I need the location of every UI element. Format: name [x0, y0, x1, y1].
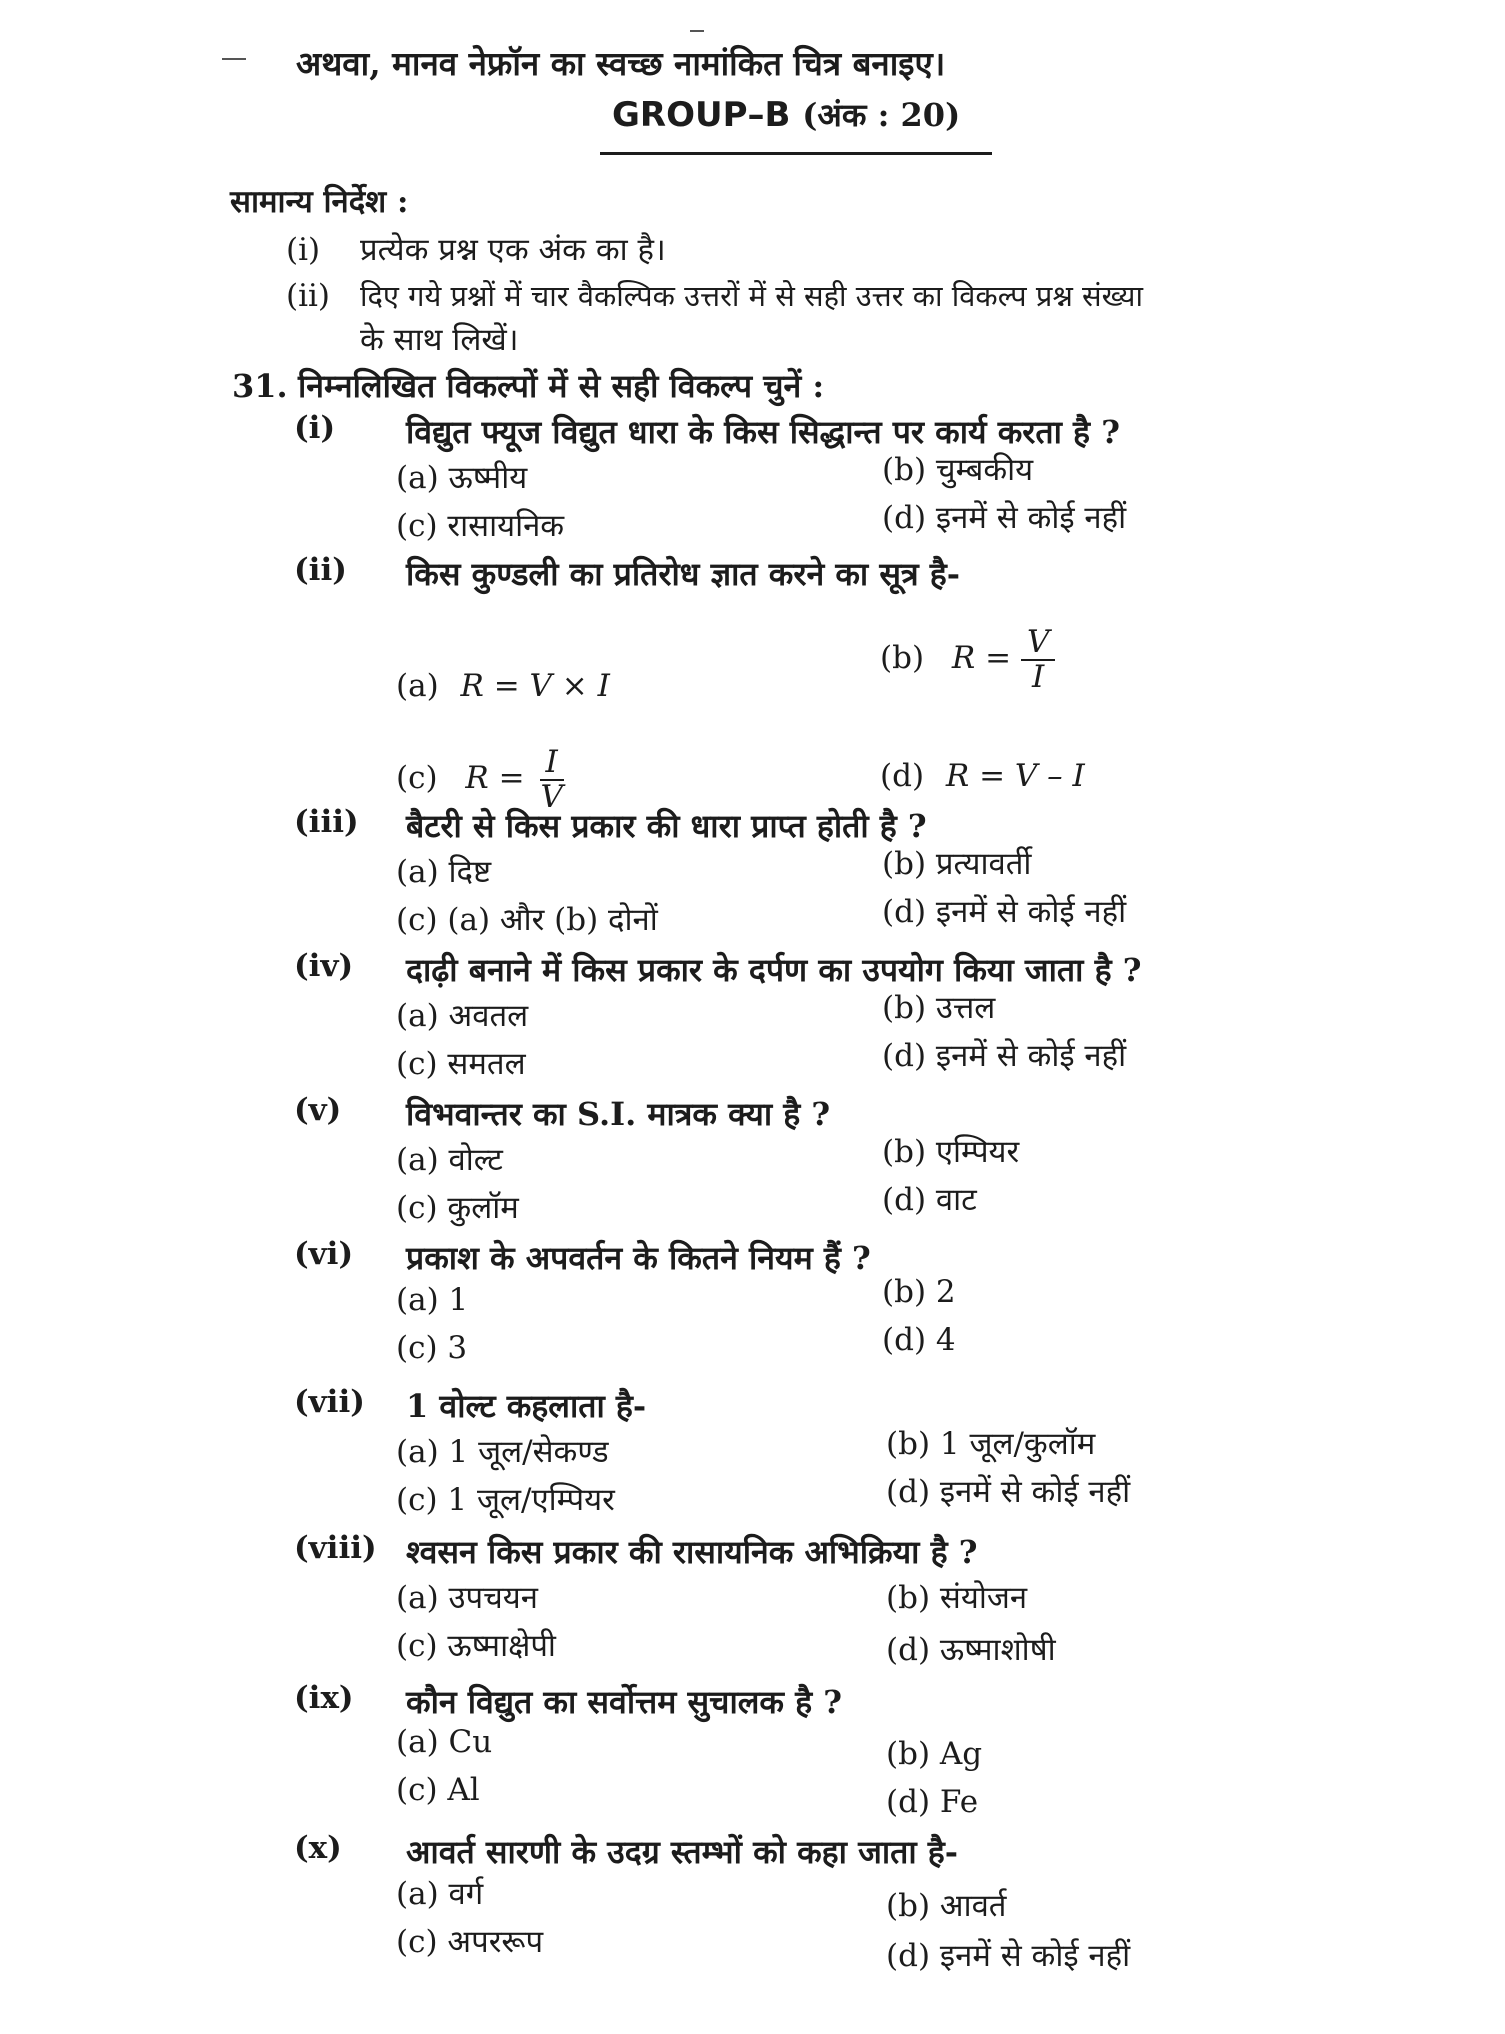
option-d: (d) ऊष्माशोषी	[886, 1632, 1056, 1668]
fraction	[1021, 626, 1055, 693]
option-c: (c) 1 जूल/एम्पियर	[396, 1482, 615, 1518]
options	[294, 846, 1294, 946]
option-b: (b) एम्पियर	[882, 1134, 1020, 1170]
sub-question-number: (iii)	[294, 804, 359, 840]
sub-question-text: 1 वोल्ट कहलाता है-	[406, 1387, 647, 1425]
sub-question-number: (vii)	[294, 1384, 365, 1420]
option-c: (c) ऊष्माक्षेपी	[396, 1628, 556, 1664]
option-c: (c) कुलॉम	[396, 1190, 519, 1226]
sub-question-iv	[294, 948, 1294, 1090]
scan-mark	[690, 30, 704, 32]
option-label: (b)	[880, 640, 925, 677]
sub-question-text: विद्युत फ्यूज विद्युत धारा के किस सिद्धान्त पर कार्य करता है ?	[406, 413, 1120, 451]
sub-question-i	[294, 410, 1294, 552]
option-a: (a) 1	[396, 1282, 469, 1318]
option-c: (c) 3	[396, 1330, 468, 1366]
option-b: (b) 2	[882, 1274, 956, 1310]
option-a	[396, 668, 610, 704]
sub-question-vi	[294, 1236, 1294, 1378]
sub-question-ii	[294, 552, 1294, 842]
group-title: GROUP–B	[612, 95, 791, 135]
group-underline	[600, 152, 992, 155]
options	[294, 452, 1294, 552]
option-d: (d) इनमें से कोई नहीं	[886, 1938, 1131, 1974]
formula-lhs: R =	[951, 640, 1012, 677]
group-marks: (अंक : 20)	[802, 96, 961, 134]
instruction-text: प्रत्येक प्रश्न एक अंक का है।	[360, 232, 666, 268]
instructions-heading: सामान्य निर्देश :	[230, 184, 409, 220]
sub-question-text: विभवान्तर का S.I. मात्रक क्या है ?	[406, 1095, 831, 1133]
options	[294, 1726, 1294, 1822]
option-b	[880, 626, 1055, 693]
option-a: (a) उपचयन	[396, 1580, 538, 1616]
option-a: (a) वोल्ट	[396, 1142, 503, 1178]
denominator: I	[1032, 658, 1045, 695]
option-b: (b) संयोजन	[886, 1580, 1028, 1616]
option-label: (c)	[396, 760, 438, 797]
sub-question-viii	[294, 1530, 1294, 1672]
sub-question-text: बैटरी से किस प्रकार की धारा प्राप्त होती है ?	[406, 807, 927, 845]
sub-question-vii	[294, 1384, 1294, 1526]
option-d: (d) 4	[882, 1322, 956, 1358]
formula: R = V – I	[945, 758, 1085, 794]
instruction-continuation: के साथ लिखें।	[360, 322, 519, 358]
option-d: (d) Fe	[886, 1784, 979, 1820]
sub-question-number: (ii)	[294, 552, 347, 588]
sub-question-text: श्वसन किस प्रकार की रासायनिक अभिक्रिया है ?	[406, 1533, 978, 1571]
group-heading	[612, 93, 960, 136]
option-d	[880, 758, 1085, 794]
sub-question-number: (ix)	[294, 1680, 354, 1716]
instruction-item	[286, 228, 666, 270]
option-c: (c) Al	[396, 1772, 480, 1808]
option-b: (b) चुम्बकीय	[882, 452, 1034, 488]
option-b: (b) आवर्त	[886, 1888, 1007, 1924]
sub-question-text: प्रकाश के अपवर्तन के कितने नियम हैं ?	[406, 1239, 871, 1277]
option-c: (c) (a) और (b) दोनों	[396, 902, 658, 938]
option-d: (d) इनमें से कोई नहीं	[882, 894, 1127, 930]
option-a: (a) दिष्ट	[396, 854, 492, 890]
instruction-number: (ii)	[286, 278, 331, 314]
option-d: (d) इनमें से कोई नहीं	[882, 500, 1127, 536]
formula: R = V × I	[460, 668, 610, 704]
option-c: (c) समतल	[396, 1046, 526, 1082]
options	[294, 1134, 1294, 1234]
sub-question-iii	[294, 804, 1294, 946]
instruction-text: दिए गये प्रश्नों में चार वैकल्पिक उत्तरों में से सही उत्तर का विकल्प प्रश्न संख्या	[360, 279, 1143, 313]
sub-question-number: (v)	[294, 1092, 342, 1128]
sub-question-number: (vi)	[294, 1236, 354, 1272]
option-b: (b) उत्तल	[882, 990, 996, 1026]
question-number: 31.	[232, 367, 288, 405]
option-b: (b) 1 जूल/कुलॉम	[886, 1426, 1096, 1462]
numerator: I	[540, 746, 564, 781]
option-c: (c) रासायनिक	[396, 508, 565, 544]
option-d: (d) इनमें से कोई नहीं	[886, 1474, 1131, 1510]
instruction-number: (i)	[286, 232, 321, 268]
option-label: (d)	[880, 758, 925, 794]
intro-line: अथवा, मानव नेफ्रॉन का स्वच्छ नामांकित चित्र बनाइए।	[296, 44, 946, 83]
sub-question-ix	[294, 1680, 1294, 1822]
denominator: V	[540, 778, 563, 815]
options	[294, 990, 1294, 1090]
option-a: (a) ऊष्मीय	[396, 460, 528, 496]
numerator: V	[1021, 626, 1055, 661]
option-c: (c) अपररूप	[396, 1924, 544, 1960]
option-d: (d) वाट	[882, 1182, 977, 1218]
option-a: (a) Cu	[396, 1724, 493, 1760]
options	[294, 1876, 1294, 1972]
sub-question-number: (iv)	[294, 948, 354, 984]
options	[294, 1426, 1294, 1526]
option-b: (b) Ag	[886, 1736, 983, 1772]
instruction-item	[286, 276, 1143, 315]
option-a: (a) वर्ग	[396, 1876, 484, 1912]
scan-mark	[222, 58, 246, 60]
question-text: निम्नलिखित विकल्पों में से सही विकल्प चुनें :	[298, 367, 825, 405]
formula-lhs: R =	[465, 760, 525, 797]
sub-question-text: कौन विद्युत का सर्वोत्तम सुचालक है ?	[406, 1683, 843, 1721]
sub-question-v	[294, 1092, 1294, 1234]
sub-question-x	[294, 1830, 1294, 1972]
sub-question-number: (i)	[294, 410, 336, 446]
option-b: (b) प्रत्यावर्ती	[882, 846, 1032, 882]
sub-question-text: आवर्त सारणी के उदग्र स्तम्भों को कहा जाता है-	[406, 1833, 959, 1871]
sub-question-text: दाढ़ी बनाने में किस प्रकार के दर्पण का उपयोग किया जाता है ?	[406, 951, 1142, 989]
options	[294, 1274, 1294, 1378]
sub-question-text: किस कुण्डली का प्रतिरोध ज्ञात करने का सूत्र है-	[406, 555, 961, 593]
option-label: (a)	[396, 668, 439, 704]
option-d: (d) इनमें से कोई नहीं	[882, 1038, 1127, 1074]
sub-question-number: (viii)	[294, 1530, 377, 1566]
option-a: (a) अवतल	[396, 998, 529, 1034]
options	[294, 1576, 1294, 1672]
sub-question-number: (x)	[294, 1830, 342, 1866]
option-a: (a) 1 जूल/सेकण्ड	[396, 1434, 609, 1470]
question-31	[232, 364, 824, 407]
